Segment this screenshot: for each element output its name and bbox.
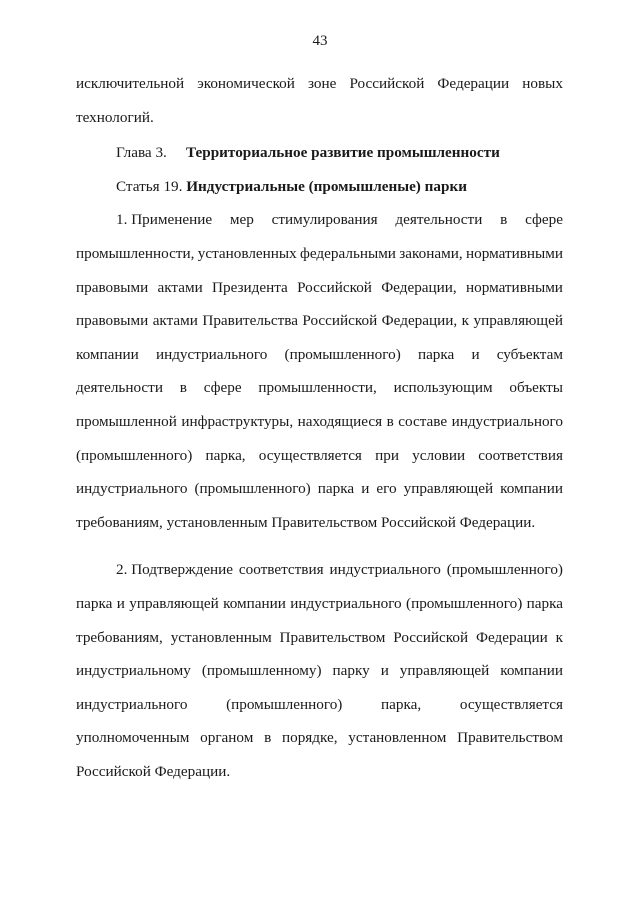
chapter-heading (76, 136, 563, 170)
text-line (76, 203, 563, 237)
text-line (76, 721, 563, 755)
word: управляющей (473, 312, 563, 330)
word: парка (317, 480, 355, 498)
word: нормативными (466, 244, 563, 262)
word: Федерации (437, 75, 510, 92)
text-line (76, 101, 563, 135)
word: объекты (509, 379, 563, 397)
text-line (76, 338, 563, 372)
word: федеральными (300, 244, 396, 262)
text-line (76, 271, 563, 305)
word: в (386, 412, 394, 430)
text-line (76, 405, 563, 439)
chapter-title: Территориальное развитие промышленности (186, 144, 500, 162)
word: и (380, 662, 389, 680)
word: использующим (393, 379, 493, 397)
word: индустриального (451, 412, 563, 430)
word: Российской (302, 312, 378, 330)
word: компании (500, 662, 563, 680)
intro-paragraph (76, 67, 563, 134)
word: инфраструктуры, (181, 412, 294, 430)
text-line (76, 472, 563, 506)
word: и (116, 594, 125, 612)
text-line (76, 237, 563, 271)
article-number: Статья 19. (116, 177, 183, 195)
word: индустриального (155, 345, 268, 363)
word: новых (522, 75, 563, 92)
word: индустриальному (76, 662, 191, 680)
text-line (76, 439, 563, 473)
word: управляющей (403, 480, 494, 498)
word: Российской (349, 75, 425, 92)
word: (промышленного) (76, 446, 193, 464)
text-line (76, 688, 563, 722)
word: компании (223, 594, 286, 612)
paragraph-gap (76, 539, 563, 553)
word: установленным (170, 628, 272, 646)
text-line (76, 654, 563, 688)
word: Российской (297, 278, 372, 296)
document-body (76, 67, 563, 788)
word: Российской (393, 628, 469, 646)
word: к (461, 312, 470, 330)
word: Правительством (457, 729, 563, 747)
text-line (76, 553, 563, 587)
word: правовыми (76, 312, 149, 330)
word: индустриального (76, 695, 188, 713)
word: парка (526, 594, 563, 612)
word: мер (229, 211, 254, 229)
text-line (76, 755, 563, 789)
word: требованиям, установленным Правительством Российской Федерации. (76, 513, 536, 531)
word: составе (398, 412, 448, 430)
word: промышленной (76, 412, 177, 430)
word: порядке, (281, 729, 338, 747)
word: законами, (399, 244, 463, 262)
word: экономической (197, 75, 295, 92)
word: осуществляется (258, 446, 362, 464)
text-line (76, 587, 563, 621)
word: актами (157, 278, 203, 296)
word: установленном (348, 729, 447, 747)
word: зоне (308, 75, 337, 92)
word: осуществляется (459, 695, 563, 713)
paragraph-2 (76, 553, 563, 788)
page-number: 43 (312, 33, 328, 49)
word: (промышленному) (201, 662, 322, 680)
word: и (471, 345, 480, 363)
word: индустриального (329, 561, 441, 579)
word: уполномоченным (76, 729, 190, 747)
word: парку (332, 662, 370, 680)
word: правовыми (76, 278, 149, 296)
word: стимулирования (271, 211, 378, 229)
word: сфере (203, 379, 242, 397)
text-line (76, 506, 563, 540)
word: его (376, 480, 397, 498)
word: Федерации, (381, 312, 458, 330)
word: (промышленного) (446, 561, 563, 579)
word: индустриального (290, 594, 402, 612)
word: Президента (212, 278, 288, 296)
word: исключительной (76, 75, 185, 92)
word: в (264, 729, 272, 747)
word: в (500, 211, 508, 229)
word: установленных (197, 244, 297, 262)
word: Федерации, (381, 278, 457, 296)
text-line (76, 621, 563, 655)
word: соответствия (478, 446, 563, 464)
word: при (375, 446, 399, 464)
word: промышленности, (258, 379, 377, 397)
word: индустриального (76, 480, 188, 498)
word: деятельности (395, 211, 483, 229)
word: (промышленного) (226, 695, 343, 713)
text-line (76, 371, 563, 405)
paragraph-1 (76, 203, 563, 539)
word: к (555, 628, 563, 646)
word: парка (417, 345, 455, 363)
word: в (179, 379, 187, 397)
word: соответствия (238, 561, 324, 579)
article-title: Индустриальные (промышленые) парки (186, 177, 467, 195)
word: Федерации (475, 628, 548, 646)
word: субъектам (496, 345, 563, 363)
chapter-number: Глава 3. (116, 144, 167, 162)
word: парка (76, 594, 113, 612)
word: сфере (525, 211, 563, 229)
word: нормативными (465, 278, 563, 296)
word: органом (200, 729, 254, 747)
word: (промышленного) (406, 594, 523, 612)
word: компании (76, 345, 139, 363)
word: (промышленного) (194, 480, 311, 498)
word: 2. Подтверждение (116, 561, 234, 579)
word: 1. Применение (116, 211, 213, 229)
word: находящиеся (297, 412, 383, 430)
article-heading (76, 170, 563, 204)
word: деятельности (76, 379, 163, 397)
word: парка, (381, 695, 422, 713)
word: условии (412, 446, 466, 464)
word: и (361, 480, 370, 498)
word: компании (500, 480, 563, 498)
word: промышленности, (76, 244, 195, 262)
word: Российской Федерации. (76, 762, 231, 780)
word: требованиям, (76, 628, 163, 646)
word: управляющей (399, 662, 490, 680)
text-line (76, 304, 563, 338)
word: актами (152, 312, 198, 330)
word: парка, (205, 446, 246, 464)
word: Правительства (202, 312, 298, 330)
word: технологий. (76, 108, 154, 126)
word: Правительством (279, 628, 386, 646)
word: управляющей (129, 594, 219, 612)
word: (промышленного) (284, 345, 401, 363)
text-line (76, 67, 563, 101)
